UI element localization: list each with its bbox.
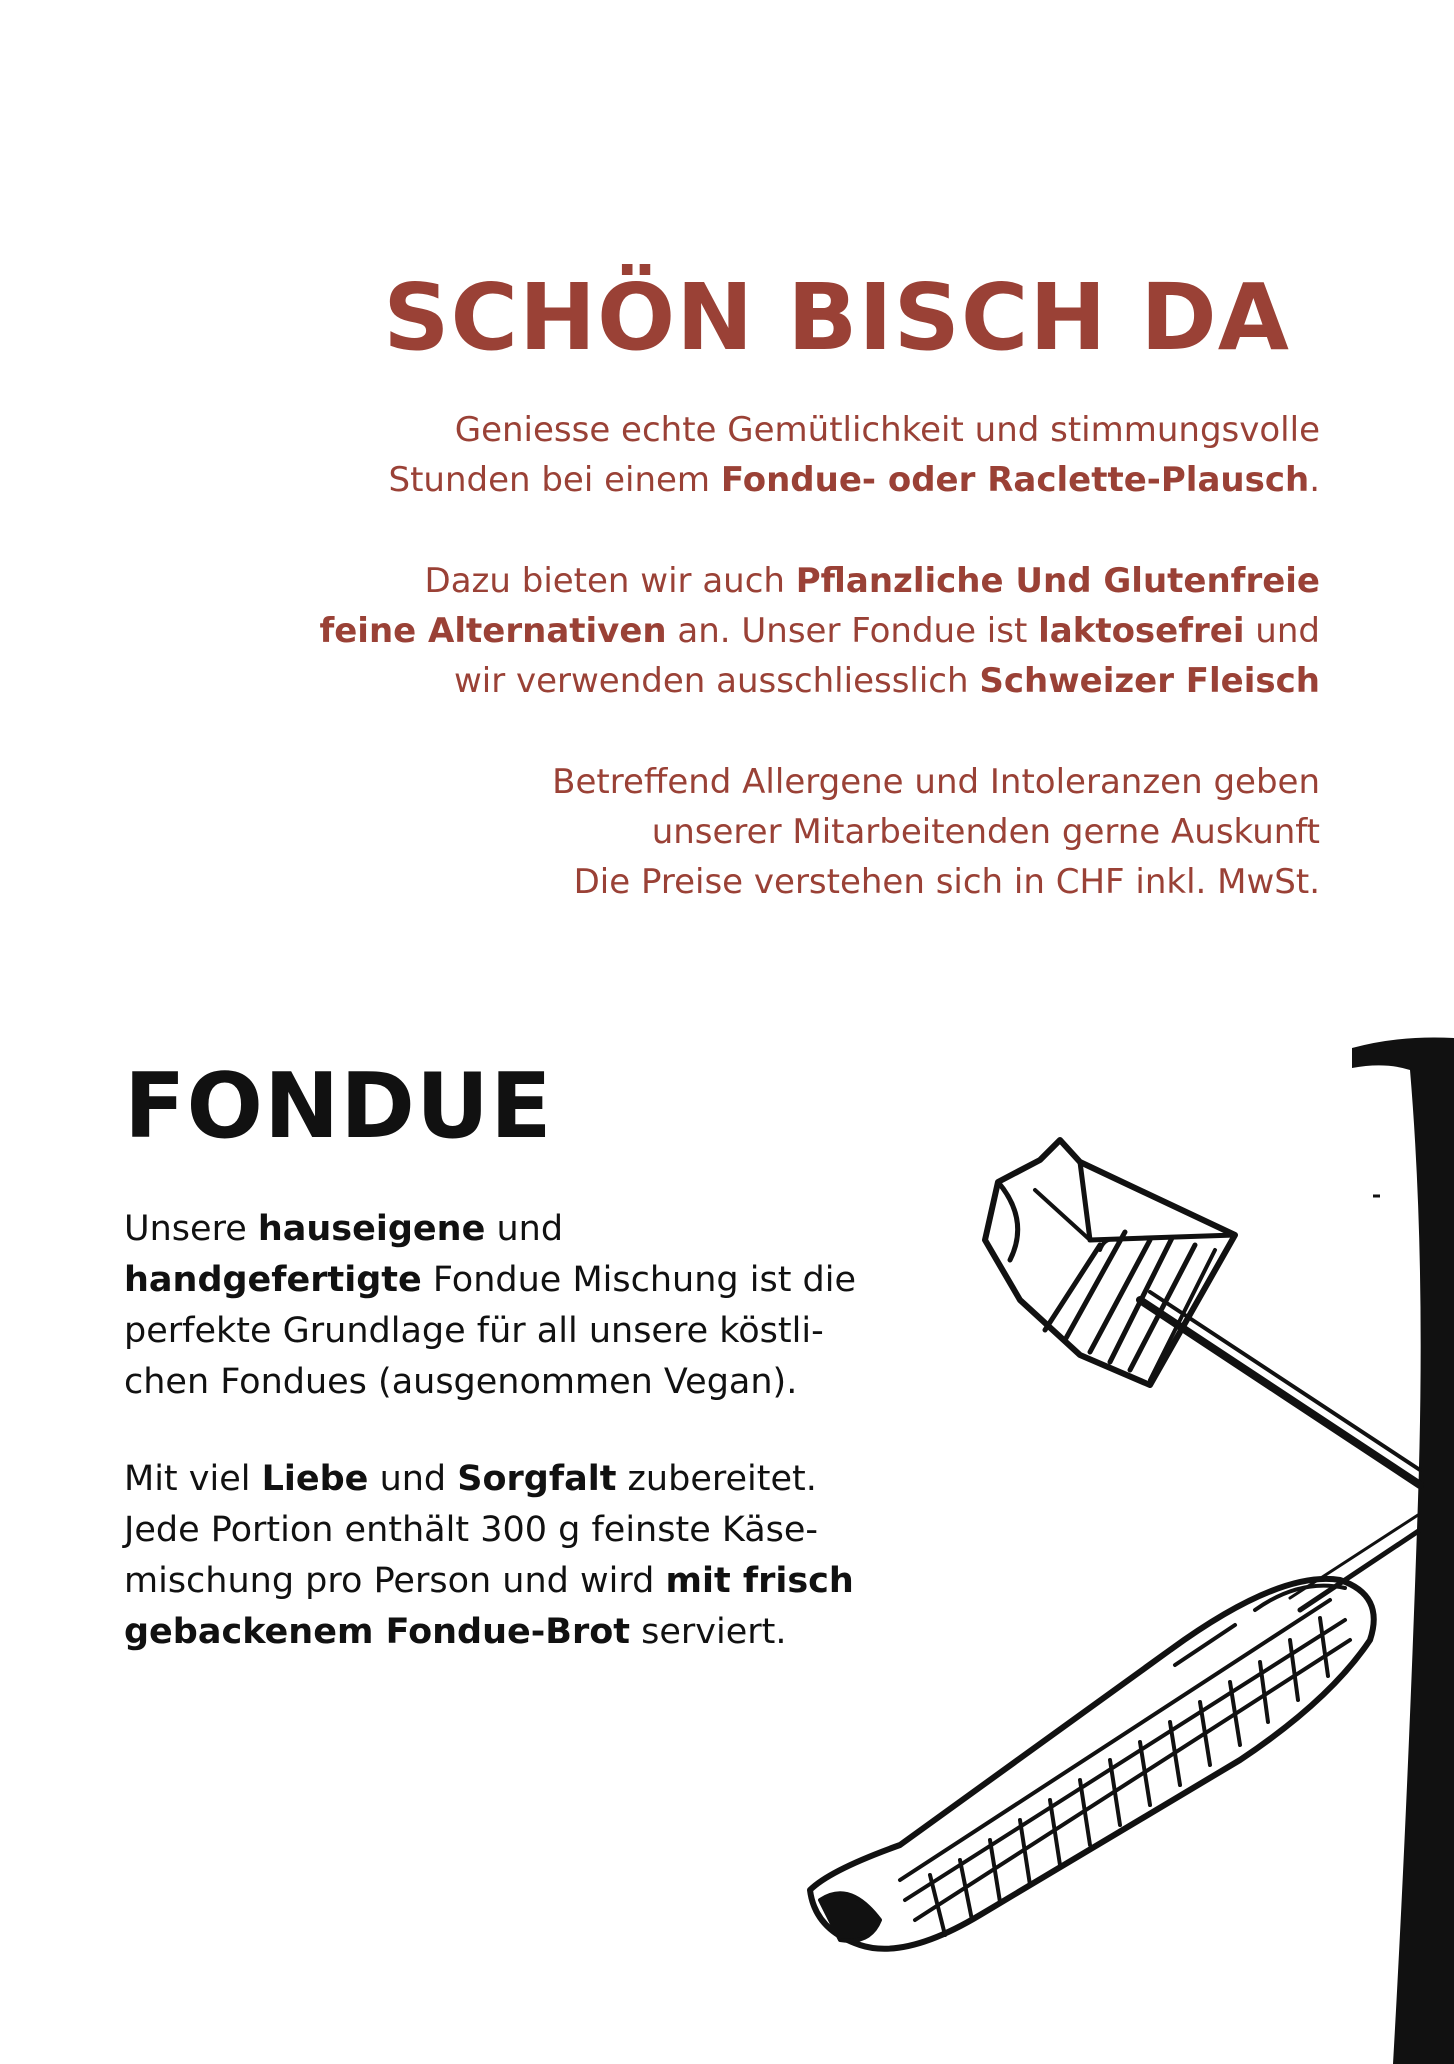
welcome-title: SCHÖN BISCH DA bbox=[383, 264, 1290, 371]
body-text: zubereitet. bbox=[616, 1459, 817, 1499]
intro-highlight: laktosefrei bbox=[1038, 611, 1245, 651]
body-text: und bbox=[485, 1209, 564, 1249]
body-text: chen Fondues (ausgenommen Vegan). bbox=[124, 1362, 798, 1402]
body-text: serviert. bbox=[630, 1612, 787, 1652]
fondue-description-paragraph bbox=[124, 1204, 924, 1408]
body-text: Jede Portion enthält 300 g feinste Käse- bbox=[124, 1510, 819, 1550]
fondue-portion-paragraph bbox=[124, 1454, 924, 1658]
intro-text: und bbox=[1244, 611, 1320, 651]
intro-paragraph-allergens bbox=[140, 757, 1320, 907]
intro-text: wir verwenden ausschliesslich bbox=[453, 661, 980, 701]
body-text: Mit viel bbox=[124, 1459, 262, 1499]
intro-text: unserer Mitarbeitenden gerne Auskunft bbox=[651, 812, 1320, 852]
body-text: perfekte Grundlage für all unsere köstli- bbox=[124, 1311, 824, 1351]
body-highlight: gebackenem Fondue-Brot bbox=[124, 1612, 630, 1652]
intro-text: Betreffend Allergene und Intoleranzen geben bbox=[552, 762, 1320, 802]
intro-text: Dazu bieten wir auch bbox=[424, 561, 796, 601]
bread-cube-fork-icon bbox=[985, 1140, 1420, 1485]
intro-text: an. Unser Fondue ist bbox=[666, 611, 1039, 651]
intro-text: Stunden bei einem bbox=[388, 460, 721, 500]
intro-highlight: Schweizer Fleisch bbox=[979, 661, 1320, 701]
intro-text: . bbox=[1309, 460, 1320, 500]
body-text: und bbox=[368, 1459, 458, 1499]
body-text: Unsere bbox=[124, 1209, 258, 1249]
body-highlight: handgefertigte bbox=[124, 1260, 422, 1300]
fondue-pot-edge-icon bbox=[1352, 1037, 1454, 2064]
intro-highlight: feine Alternativen bbox=[319, 611, 667, 651]
body-highlight: hauseigene bbox=[257, 1209, 486, 1249]
intro-highlight: Pflanzliche Und Glutenfreie bbox=[795, 561, 1320, 601]
intro-paragraph-ambience bbox=[140, 405, 1320, 505]
body-text: mischung pro Person und wird bbox=[124, 1561, 666, 1601]
body-highlight: Sorgfalt bbox=[457, 1459, 617, 1499]
intro-paragraph-alternatives bbox=[140, 556, 1320, 706]
intro-text: Geniesse echte Gemütlichkeit und stimmungsvolle bbox=[454, 410, 1320, 450]
body-highlight: mit frisch bbox=[665, 1561, 854, 1601]
intro-highlight: Fondue- oder Raclette-Plausch bbox=[720, 460, 1310, 500]
intro-text: Die Preise verstehen sich in CHF inkl. MwSt. bbox=[573, 862, 1320, 902]
body-text: Fondue Mischung ist die bbox=[421, 1260, 857, 1300]
body-highlight: Liebe bbox=[261, 1459, 369, 1499]
fondue-section-title: FONDUE bbox=[124, 1054, 553, 1159]
